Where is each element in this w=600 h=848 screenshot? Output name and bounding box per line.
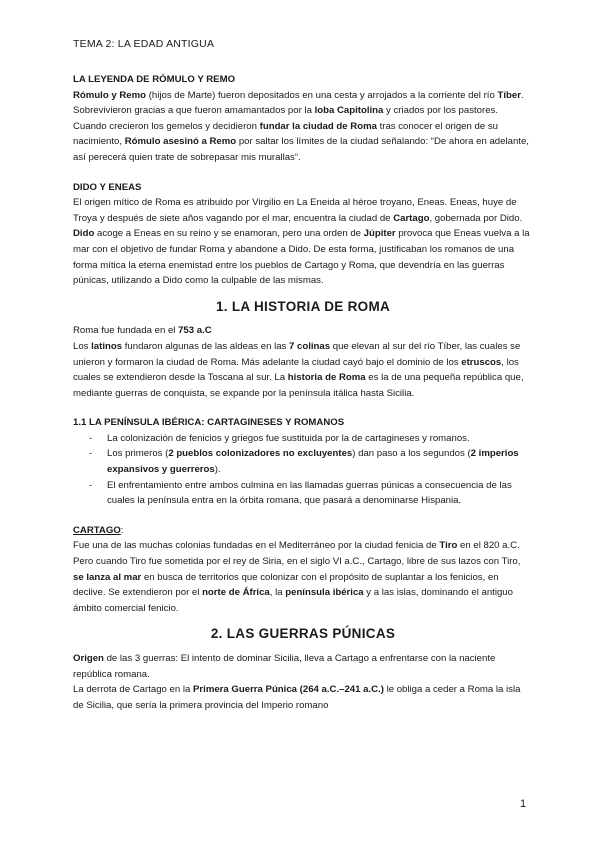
guerras-origen-bold: Origen bbox=[73, 653, 104, 664]
dido-text-bold-6: Júpiter bbox=[363, 228, 396, 240]
cartago-text-3: en el 820 a.C. Pero cuando Tiro fue sometida por el rey de Siria, en el siglo VI a.C., Cartago, libre de sus lazos con Tiro, bbox=[73, 540, 521, 568]
historia-founding-date: 753 a.C bbox=[178, 325, 212, 337]
cartago-text-bold-8: península ibérica bbox=[285, 587, 364, 599]
guerras-origen-text: de las 3 guerras: El intento de dominar Sicilia, lleva a Cartago a enfrentarse con la naciente república romana. bbox=[73, 653, 496, 680]
romulo-text-bold-9: Rómulo asesinó a Remo bbox=[124, 136, 237, 148]
cartago-title-line bbox=[73, 523, 533, 539]
iberica-list-item-1: - La colonización de fenicios y griegos fue sustituida por la de cartagineses y romanos. bbox=[89, 431, 533, 447]
romulo-paragraph bbox=[73, 88, 533, 166]
historia-text-5: que elevan al sur del río Tíber, las cuales se unieron y formaron la ciudad de Roma. Más adelante la ciudad cayó bajo el dominio de los bbox=[73, 340, 521, 368]
cartago-text-5: en busca de territorios que colonizar con el propósito de suplantar a los fenicios, en declive. Se extendieron por el bbox=[73, 571, 499, 599]
historia-paragraph bbox=[73, 339, 533, 401]
document-header: TEMA 2: LA EDAD ANTIGUA bbox=[73, 38, 215, 50]
historia-text-bold-6: etruscos bbox=[461, 356, 502, 368]
dido-text-bold-2: Cartago bbox=[393, 212, 430, 224]
romulo-text-bold-1: Rómulo y Remo bbox=[73, 89, 147, 101]
historia-text-7: , los cuales se extendieron desde la Toscana al sur. La bbox=[73, 356, 519, 384]
iberica-item2-text-1: Los primeros ( bbox=[107, 448, 169, 460]
page-number: 1 bbox=[520, 798, 527, 810]
guerras-derrota-text-3: le obliga a ceder a Roma la isla de Sicilia, que sería la primera provincia del Imperio romano bbox=[73, 684, 521, 711]
guerras-derrota-paragraph bbox=[73, 682, 533, 713]
romulo-text-4: . Sobrevivieron gracias a que fueron amamantados por la bbox=[73, 89, 524, 117]
dido-text-5: acoge a Eneas en su reino y se enamoran, pero una orden de bbox=[94, 228, 364, 240]
romulo-text-8: tras conocer el origen de su nacimiento, bbox=[73, 120, 498, 148]
romulo-text-bold-3: Tíber bbox=[497, 89, 521, 101]
dido-title: DIDO Y ENEAS bbox=[73, 181, 142, 193]
romulo-text-bold-7: fundar la ciudad de Roma bbox=[259, 120, 377, 132]
historia-founding-text: Roma fue fundada en el bbox=[73, 325, 179, 337]
romulo-text-bold-5: loba Capitolina bbox=[314, 105, 384, 117]
document-body bbox=[73, 72, 533, 713]
guerras-derrota-text-1: La derrota de Cartago en la bbox=[73, 684, 194, 696]
guerras-origen-paragraph bbox=[73, 651, 533, 682]
dido-text-3: , gobernada por Dido. bbox=[429, 212, 523, 224]
iberica-list bbox=[73, 431, 533, 509]
dido-text-bold-4: Dido bbox=[73, 228, 95, 240]
dido-text-1: El origen mítico de Roma es atribuido por Virgilio en La Eneida al héroe troyano, Eneas. Eneas, huye de Troya y después de siete años vagando por el mar, encuentra la ciudad de bbox=[73, 197, 517, 224]
cartago-text-bold-4: se lanza al mar bbox=[73, 571, 142, 583]
dido-paragraph bbox=[73, 195, 533, 289]
cartago-title-colon: : bbox=[120, 524, 124, 536]
guerras-heading: 2. LAS GUERRAS PÚNICAS bbox=[210, 626, 396, 642]
iberica-list-item-2 bbox=[89, 446, 533, 477]
historia-text-bold-8: historia de Roma bbox=[287, 372, 366, 384]
cartago-paragraph bbox=[73, 538, 533, 616]
iberica-item2-text-5: ). bbox=[214, 464, 221, 476]
dido-text-7: provoca que Eneas vuelva a la mar con el objetivo de fundar Roma y abandone a Dido. De esta forma, justificaban los romanos de una forma mítica la eterna enemistad entre los pueblos de Cartago y Roma, que devendría en las guerras púnicas, utilizando a Dido como la culpable de las mismas. bbox=[73, 228, 530, 287]
cartago-text-bold-2: Tiro bbox=[439, 540, 458, 552]
romulo-text-6: y criados por los pastores. Cuando crecieron los gemelos y decidieron bbox=[73, 105, 499, 132]
iberica-title: 1.1 LA PENÍNSULA IBÉRICA: CARTAGINESES Y ROMANOS bbox=[73, 417, 345, 429]
historia-heading: 1. LA HISTORIA DE ROMA bbox=[215, 298, 391, 314]
iberica-item2-text-3: ) dan paso a los segundos ( bbox=[352, 448, 471, 460]
historia-text-3: fundaron algunas de las aldeas en las bbox=[122, 340, 290, 352]
cartago-text-1: Fue una de las muchas colonias fundadas en el Mediterráneo por la ciudad fenicia de bbox=[73, 540, 440, 552]
historia-text-bold-2: latinos bbox=[91, 340, 123, 352]
historia-text-bold-4: 7 colinas bbox=[289, 340, 331, 352]
cartago-text-9: y a las islas, dominando el antiguo ámbito comercial fenicio. bbox=[73, 587, 513, 614]
iberica-item2-bold-4: 2 imperios expansivos y guerreros bbox=[107, 448, 519, 476]
historia-text-1: Los bbox=[73, 340, 92, 352]
cartago-text-7: , la bbox=[269, 587, 286, 599]
iberica-list-item-3: - El enfrentamiento entre ambos culmina en las llamadas guerras púnicas a consecuencia de las cuales la península entra en la órbita romana, que pasará a denominarse Hispania. bbox=[89, 478, 533, 509]
cartago-title: CARTAGO bbox=[73, 524, 121, 536]
romulo-title: LA LEYENDA DE RÓMULO Y REMO bbox=[73, 74, 236, 85]
guerras-derrota-bold-2: Primera Guerra Púnica (264 a.C.–241 a.C.) bbox=[193, 684, 384, 696]
romulo-text-2: (hijos de Marte) fueron depositados en una cesta y arrojados a la corriente del río bbox=[146, 89, 498, 101]
romulo-text-10: por saltar los límites de la ciudad señalando: “De ahora en adelante, así perecerá quien trate de sobrepasar mis murallas“. bbox=[73, 136, 529, 163]
historia-text-9: es la de una pequeña república que, mediante guerras de conquista, se expande por la península itálica hasta Sicilia. bbox=[73, 372, 524, 399]
iberica-item2-bold-2: 2 pueblos colonizadores no excluyentes bbox=[168, 448, 353, 460]
cartago-text-bold-6: norte de África bbox=[202, 587, 270, 599]
historia-founding-line bbox=[73, 323, 533, 339]
